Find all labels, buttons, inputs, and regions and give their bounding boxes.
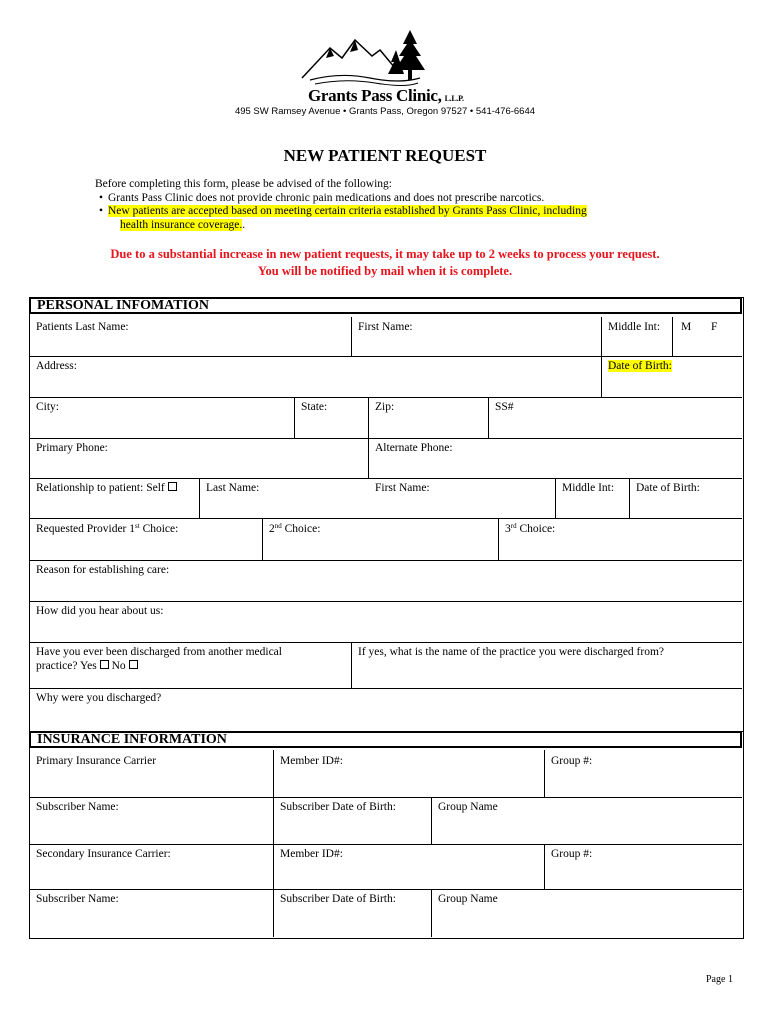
address-field[interactable]: Address: bbox=[36, 360, 77, 372]
processing-warning bbox=[0, 246, 770, 280]
provider-first-choice-field[interactable]: Requested Provider 1st Choice: bbox=[36, 522, 179, 535]
provider-third-choice-field[interactable]: 3rd Choice: bbox=[505, 522, 556, 535]
secondary-subscriber-name-field[interactable]: Subscriber Name: bbox=[36, 893, 119, 905]
intro-bullet-1: • Grants Pass Clinic does not provide chronic pain medications and does not prescribe narcotics. bbox=[95, 192, 587, 206]
insurance-section-heading: INSURANCE INFORMATION bbox=[29, 731, 742, 748]
secondary-group-name-field[interactable]: Group Name bbox=[438, 893, 498, 905]
discharged-yes-checkbox[interactable] bbox=[100, 660, 109, 669]
sex-f-option[interactable]: F bbox=[711, 321, 718, 333]
relationship-field: Relationship to patient: Self bbox=[30, 479, 177, 496]
self-checkbox[interactable] bbox=[168, 482, 177, 491]
page-title: NEW PATIENT REQUEST bbox=[283, 146, 487, 165]
primary-group-name-field[interactable]: Group Name bbox=[438, 801, 498, 813]
primary-carrier-field[interactable]: Primary Insurance Carrier bbox=[36, 755, 157, 767]
clinic-name: Grants Pass Clinic, L.L.P. bbox=[308, 86, 464, 105]
mountains-and-pine-tree-logo bbox=[300, 28, 430, 88]
primary-subscriber-name-field[interactable]: Subscriber Name: bbox=[36, 801, 119, 813]
warning-line-2: You will be notified by mail when it is complete. bbox=[257, 264, 513, 278]
discharged-practice-field[interactable]: If yes, what is the name of the practice you were discharged from? bbox=[358, 646, 665, 658]
intro-bullet-2-cont: health insurance coverage.. bbox=[120, 218, 246, 231]
discharged-question: Have you ever been discharged from another medical practice? Yes No bbox=[36, 646, 282, 672]
primary-subscriber-dob-field[interactable]: Subscriber Date of Birth: bbox=[280, 801, 396, 813]
secondary-group-field[interactable]: Group #: bbox=[551, 848, 593, 860]
intro-bullet-2: • New patients are accepted based on meeting certain criteria established by Grants Pass Clinic, including bbox=[95, 205, 587, 219]
primary-phone-field[interactable]: Primary Phone: bbox=[36, 442, 108, 454]
date-of-birth-field[interactable]: Date of Birth: bbox=[608, 360, 672, 372]
intro-lead: Before completing this form, please be advised of the following: bbox=[95, 178, 393, 190]
zip-field[interactable]: Zip: bbox=[375, 401, 395, 413]
intro-notice bbox=[95, 178, 587, 232]
reason-for-care-field[interactable]: Reason for establishing care: bbox=[36, 564, 170, 576]
secondary-subscriber-dob-field[interactable]: Subscriber Date of Birth: bbox=[280, 893, 396, 905]
relation-first-name-field[interactable]: First Name: bbox=[375, 482, 430, 494]
relation-last-name-field[interactable]: Last Name: bbox=[206, 482, 260, 494]
provider-second-choice-field[interactable]: 2nd Choice: bbox=[269, 522, 321, 535]
relation-middle-int-field[interactable]: Middle Int: bbox=[562, 482, 615, 494]
secondary-carrier-field[interactable]: Secondary Insurance Carrier: bbox=[36, 848, 171, 860]
secondary-member-id-field[interactable]: Member ID#: bbox=[280, 848, 343, 860]
page-number: Page 1 bbox=[706, 974, 733, 985]
state-field[interactable]: State: bbox=[301, 401, 328, 413]
personal-section-heading: PERSONAL INFOMATION bbox=[29, 297, 742, 314]
patient-first-name-field[interactable]: First Name: bbox=[358, 321, 413, 333]
how-heard-field[interactable]: How did you hear about us: bbox=[36, 605, 164, 617]
city-field[interactable]: City: bbox=[36, 401, 60, 413]
warning-line-1: Due to a substantial increase in new patient requests, it may take up to 2 weeks to process your request. bbox=[110, 247, 660, 261]
primary-member-id-field[interactable]: Member ID#: bbox=[280, 755, 343, 767]
ssn-field[interactable]: SS# bbox=[495, 401, 514, 413]
primary-group-field[interactable]: Group #: bbox=[551, 755, 593, 767]
relation-dob-field[interactable]: Date of Birth: bbox=[636, 482, 700, 494]
clinic-address: 495 SW Ramsey Avenue • Grants Pass, Oregon 97527 • 541-476-6644 bbox=[234, 106, 536, 117]
patient-last-name-field[interactable]: Patients Last Name: bbox=[36, 321, 129, 333]
why-discharged-field[interactable]: Why were you discharged? bbox=[36, 692, 162, 704]
patient-middle-int-field[interactable]: Middle Int: bbox=[608, 321, 661, 333]
discharged-no-checkbox[interactable] bbox=[129, 660, 138, 669]
sex-m-option[interactable]: M bbox=[681, 321, 692, 333]
alternate-phone-field[interactable]: Alternate Phone: bbox=[375, 442, 453, 454]
